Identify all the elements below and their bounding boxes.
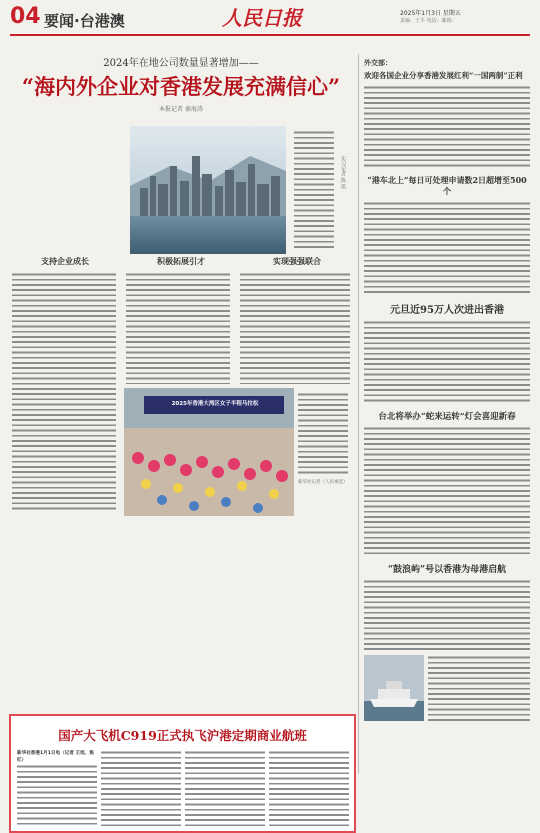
- right-h5: “鼓浪屿”号以香港为母港启航: [387, 565, 507, 575]
- right-h3-text: [364, 320, 530, 404]
- subhead-merge: 实现强强联合: [273, 256, 321, 266]
- right-h4-text: [364, 426, 530, 556]
- c919-col2: [101, 750, 181, 828]
- lead-kicker: 2024年在地公司数量显著增加——: [103, 58, 259, 69]
- c919-story-box: [9, 714, 356, 833]
- editor-line: 责编：王平 电话：邮箱：: [400, 18, 457, 24]
- right-top-headline: 欢迎各国企业分享香港发展红利“一国两制”正利: [364, 71, 523, 80]
- issue-date: 2025年1月3日 星期五: [400, 10, 461, 17]
- subhead-support: 支持企业成长: [41, 256, 89, 266]
- c919-col3: [185, 750, 265, 828]
- right-h5-text: [364, 579, 530, 651]
- right-top-text: [364, 85, 530, 169]
- right-h2-text: [364, 201, 530, 295]
- right-column: [364, 58, 530, 729]
- newspaper-logo: 人民日报: [222, 6, 302, 30]
- column-divider: [358, 54, 359, 774]
- marathon-credit: 新华社记者（人民视觉）: [298, 480, 348, 485]
- lead-byline: 本报记者 秦海涛: [159, 106, 203, 113]
- section-title: 要闻·台港澳: [44, 12, 125, 30]
- right-top-label: 外交部：: [364, 59, 392, 67]
- side-text: [294, 130, 334, 250]
- marathon-banner: 2025年香港大湾区女子半程马拉松: [171, 401, 259, 407]
- subhead-talent: 积极拓展引才: [157, 256, 205, 266]
- col2-text: [126, 272, 230, 384]
- header-rule: [10, 34, 530, 36]
- harbour-skyline-image: [10, 126, 286, 254]
- c919-dateline: 新华社香港1月1日电（记者 王旭、焦红）: [17, 751, 94, 763]
- side-byline: 实习记者 陈 凯: [340, 156, 346, 190]
- right-h2: “港车北上”每日可处理申请数2日超增至500个: [367, 175, 527, 196]
- ship-caption: [428, 655, 530, 721]
- marathon-caption: [298, 392, 348, 476]
- page-number: 04: [10, 4, 41, 29]
- right-h5-body: [364, 579, 530, 729]
- c919-col4: [269, 750, 349, 828]
- subhead-row: [10, 254, 352, 268]
- right-h3: 元旦近95万人次进出香港: [390, 305, 504, 316]
- side-column: [290, 126, 352, 254]
- right-h4: 台北将举办“蛇来运转”灯会喜迎新春: [378, 412, 516, 422]
- harbour-photo: [10, 126, 286, 254]
- lead-headline-block: [10, 42, 352, 126]
- col1-text: [12, 272, 116, 510]
- c919-col1: [17, 764, 97, 828]
- col3-text: [240, 272, 350, 384]
- cruise-ship-image: [364, 655, 424, 721]
- marathon-photo: [124, 388, 352, 516]
- c919-headline: 国产大飞机C919正式执飞沪港定期商业航班: [58, 728, 307, 743]
- masthead: [0, 0, 540, 48]
- lead-headline: “海内外企业对香港发展充满信心”: [21, 74, 341, 99]
